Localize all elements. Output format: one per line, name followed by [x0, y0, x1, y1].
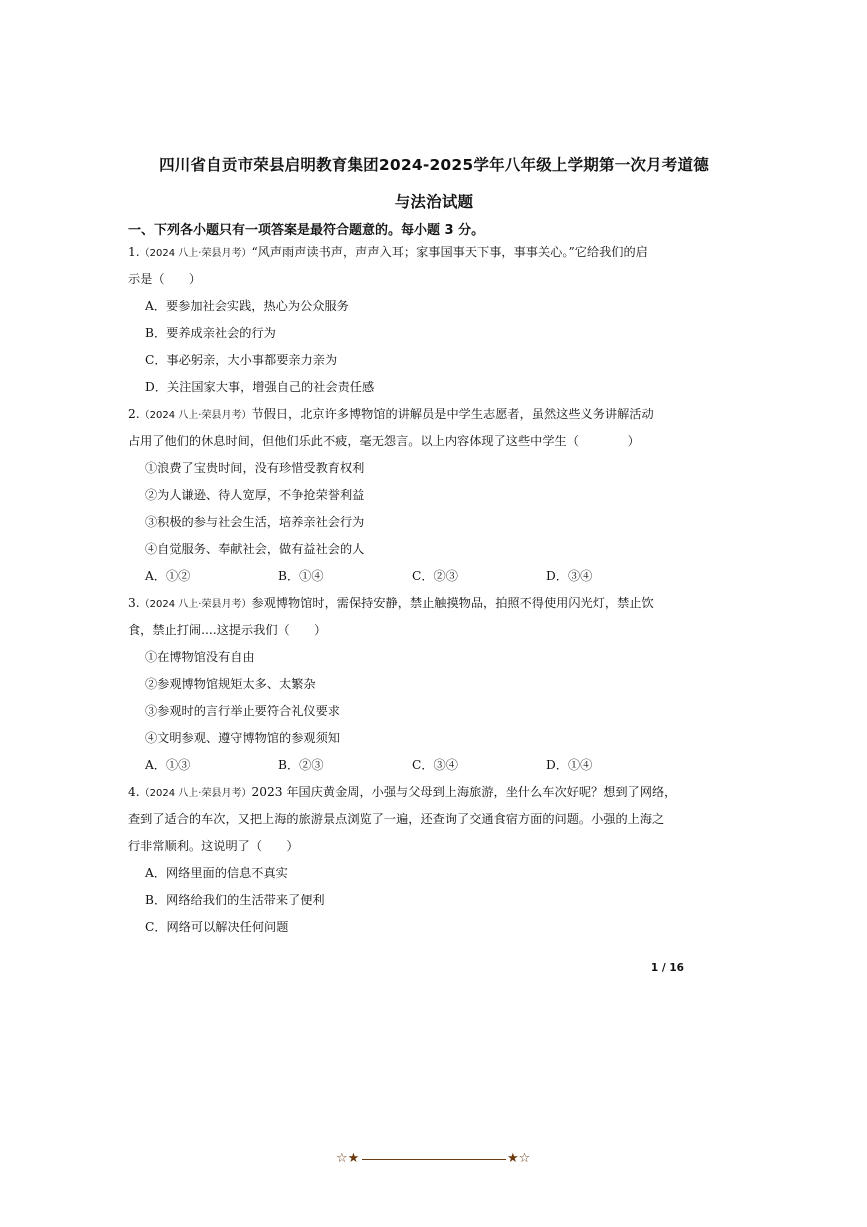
question-text: 节假日，北京许多博物馆的讲解员是中学生志愿者，虽然这些义务讲解活动: [251, 407, 654, 421]
question-4-option-c: C．网络可以解决任何问题: [145, 920, 289, 934]
question-4-stem-line1: [128, 783, 676, 800]
question-3-option-d: D．①④: [546, 758, 593, 772]
question-source: （2024 八上·荣县月考）: [139, 410, 252, 421]
star-icon: ★☆: [507, 1151, 531, 1166]
question-number: 2.: [128, 407, 140, 421]
question-number: 3.: [128, 596, 140, 610]
ornament-divider: [362, 1159, 506, 1160]
question-3-stem-line1: [128, 594, 654, 611]
question-2-option-c: C．②③: [412, 569, 458, 583]
question-source: （2024 八上·荣县月考）: [139, 248, 252, 259]
document-title-line2: 与法治试题: [394, 193, 474, 211]
question-source: （2024 八上·荣县月考）: [139, 599, 252, 610]
page-number: 1 / 16: [650, 962, 684, 974]
question-3-option-c: C．③④: [412, 758, 458, 772]
footer-ornament: [336, 1151, 532, 1169]
question-text: 参观博物馆时，需保持安静，禁止触摸物品，拍照不得使用闪光灯，禁止饮: [251, 596, 654, 610]
document-title-line1: 四川省自贡市荣县启明教育集团2024-2025学年八年级上学期第一次月考道德: [159, 156, 709, 174]
question-1-option-b: B．要养成亲社会的行为: [145, 326, 276, 340]
question-1-stem-line1: [128, 243, 648, 260]
question-2-stem-line2: 占用了他们的休息时间，但他们乐此不疲，毫无怨言。以上内容体现了这些中学生（ ）: [128, 434, 640, 448]
question-2-item-2: ②为人谦逊、待人宽厚，不争抢荣誉利益: [145, 488, 365, 502]
question-3-item-1: ①在博物馆没有自由: [145, 650, 255, 664]
question-text: “风声雨声读书声，声声入耳；家事国事天下事，事事关心。”它给我们的启: [251, 245, 648, 259]
section-heading: 一、下列各小题只有一项答案是最符合题意的。每小题 3 分。: [128, 223, 485, 238]
question-2-stem-line1: [128, 405, 654, 422]
question-1-option-a: A．要参加社会实践，热心为公众服务: [145, 299, 349, 313]
question-number: 1.: [128, 245, 140, 259]
question-4-option-a: A．网络里面的信息不真实: [145, 866, 288, 880]
question-3-item-3: ③参观时的言行举止要符合礼仪要求: [145, 704, 340, 718]
question-3-item-2: ②参观博物馆规矩太多、太繁杂: [145, 677, 316, 691]
question-4-stem-line3: 行非常顺利。这说明了（ ）: [128, 839, 299, 853]
question-source: （2024 八上·荣县月考）: [139, 788, 252, 799]
question-4-option-b: B．网络给我们的生活带来了便利: [145, 893, 325, 907]
question-number: 4.: [128, 785, 140, 799]
question-3-option-b: B．②③: [278, 758, 324, 772]
question-3-option-a: A．①③: [145, 758, 191, 772]
question-3-stem-line2: 食，禁止打闹....这提示我们（ ）: [128, 623, 327, 637]
question-2-item-3: ③积极的参与社会生活，培养亲社会行为: [145, 515, 365, 529]
question-1-stem-line2: 示是（ ）: [128, 272, 202, 286]
question-4-stem-line2: 查到了适合的车次，又把上海的旅游景点浏览了一遍，还查询了交通食宿方面的问题。小强的上海之: [128, 812, 665, 826]
star-icon: ☆★: [336, 1151, 360, 1166]
question-2-item-4: ④自觉服务、奉献社会，做有益社会的人: [145, 542, 365, 556]
question-2-item-1: ①浪费了宝贵时间，没有珍惜受教育权利: [145, 461, 365, 475]
question-2-option-d: D．③④: [546, 569, 593, 583]
question-1-option-c: C．事必躬亲，大小事都要亲力亲为: [145, 353, 338, 367]
question-text: 2023 年国庆黄金周，小强与父母到上海旅游，坐什么车次好呢？想到了网络，: [251, 785, 677, 799]
question-3-item-4: ④文明参观、遵守博物馆的参观须知: [145, 731, 340, 745]
question-2-option-b: B．①④: [278, 569, 324, 583]
question-2-option-a: A．①②: [145, 569, 191, 583]
question-1-option-d: D．关注国家大事，增强自己的社会责任感: [145, 380, 375, 394]
